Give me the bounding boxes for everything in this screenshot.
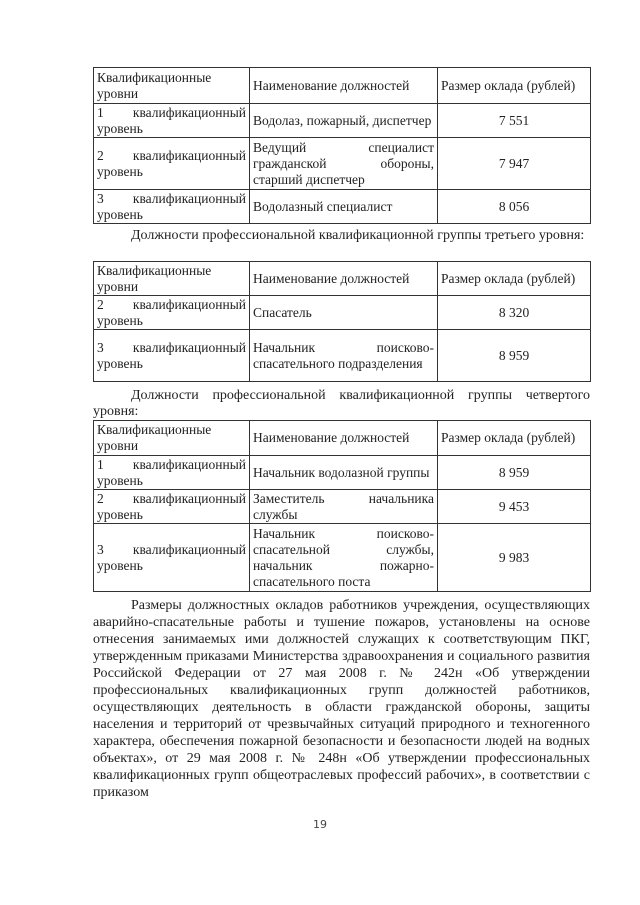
row-position-name: Ведущий специалист гражданской обороны, старший диспетчер [250, 138, 438, 190]
page-number: 19 [313, 818, 327, 831]
row-level: 2 квалификационный уровень [94, 138, 250, 190]
row-salary: 8 959 [438, 456, 591, 490]
section-heading-fourth-level: Должности профессиональной квалификационной группы четвертого уровня: [93, 388, 590, 419]
table-row [94, 330, 591, 382]
row-position-name: Водолаз, пожарный, диспетчер [250, 104, 438, 138]
qualification-table-second-level [93, 67, 591, 224]
row-position-name: Начальник поисково-спасательной службы, начальник пожарно-спасательного поста [250, 524, 438, 592]
row-salary: 9 453 [438, 490, 591, 524]
header-position-name: Наименование должностей [250, 68, 438, 104]
row-salary: 8 320 [438, 296, 591, 330]
row-salary: 9 983 [438, 524, 591, 592]
qualification-table-fourth-level [93, 420, 591, 592]
row-salary: 8 959 [438, 330, 591, 382]
row-position-name: Начальник поисково-спасательного подразделения [250, 330, 438, 382]
table-header-row [94, 421, 591, 456]
qualification-table-third-level [93, 261, 591, 382]
row-level: 2 квалификационный уровень [94, 490, 250, 524]
section-heading-third-level: Должности профессиональной квалификационной группы третьего уровня: [131, 228, 585, 243]
table-header-row [94, 68, 591, 104]
row-position-name: Спасатель [250, 296, 438, 330]
row-salary: 8 056 [438, 190, 591, 224]
header-position-name: Наименование должностей [250, 421, 438, 456]
header-level: Квалификационные уровни [94, 262, 250, 296]
row-level: 3 квалификационный уровень [94, 330, 250, 382]
row-salary: 7 551 [438, 104, 591, 138]
header-salary: Размер оклада (рублей) [438, 262, 591, 296]
row-level: 2 квалификационный уровень [94, 296, 250, 330]
row-position-name: Водолазный специалист [250, 190, 438, 224]
table-header-row [94, 262, 591, 296]
row-level: 1 квалификационный уровень [94, 104, 250, 138]
row-salary: 7 947 [438, 138, 591, 190]
row-level: 3 квалификационный уровень [94, 524, 250, 592]
row-position-name: Начальник водолазной группы [250, 456, 438, 490]
table-row [94, 524, 591, 592]
row-level: 3 квалификационный уровень [94, 190, 250, 224]
table-row [94, 190, 591, 224]
header-position-name: Наименование должностей [250, 262, 438, 296]
header-salary: Размер оклада (рублей) [438, 68, 591, 104]
table-row [94, 296, 591, 330]
table-row [94, 456, 591, 490]
header-salary: Размер оклада (рублей) [438, 421, 591, 456]
row-level: 1 квалификационный уровень [94, 456, 250, 490]
row-position-name: Заместитель начальника службы [250, 490, 438, 524]
table-row [94, 490, 591, 524]
table-row [94, 138, 591, 190]
header-level: Квалификационные уровни [94, 421, 250, 456]
body-paragraph: Размеры должностных окладов работников учреждения, осуществляющих аварийно-спасательные работы и тушение пожаров, установлены на основе отнесения занимаемых ими должностей служащих к соответствующим ПКГ, утвержденным приказами Министерства здравоохранения и социального развития Российской Федерации от 27 мая 2008 г. № 242н «Об утверждении профессиональных квалификационных групп должностей работников, осуществляющих деятельность в области гражданской обороны, защиты населения и территорий от чрезвычайных ситуаций природного и техногенного характера, обеспечения пожарной безопасности и безопасности людей на водных объектах», от 29 мая 2008 г. № 248н «Об утверждении профессиональных квалификационных групп общеотраслевых профессий рабочих», в соответствии с приказом [93, 598, 590, 800]
header-level: Квалификационные уровни [94, 68, 250, 104]
table-row [94, 104, 591, 138]
